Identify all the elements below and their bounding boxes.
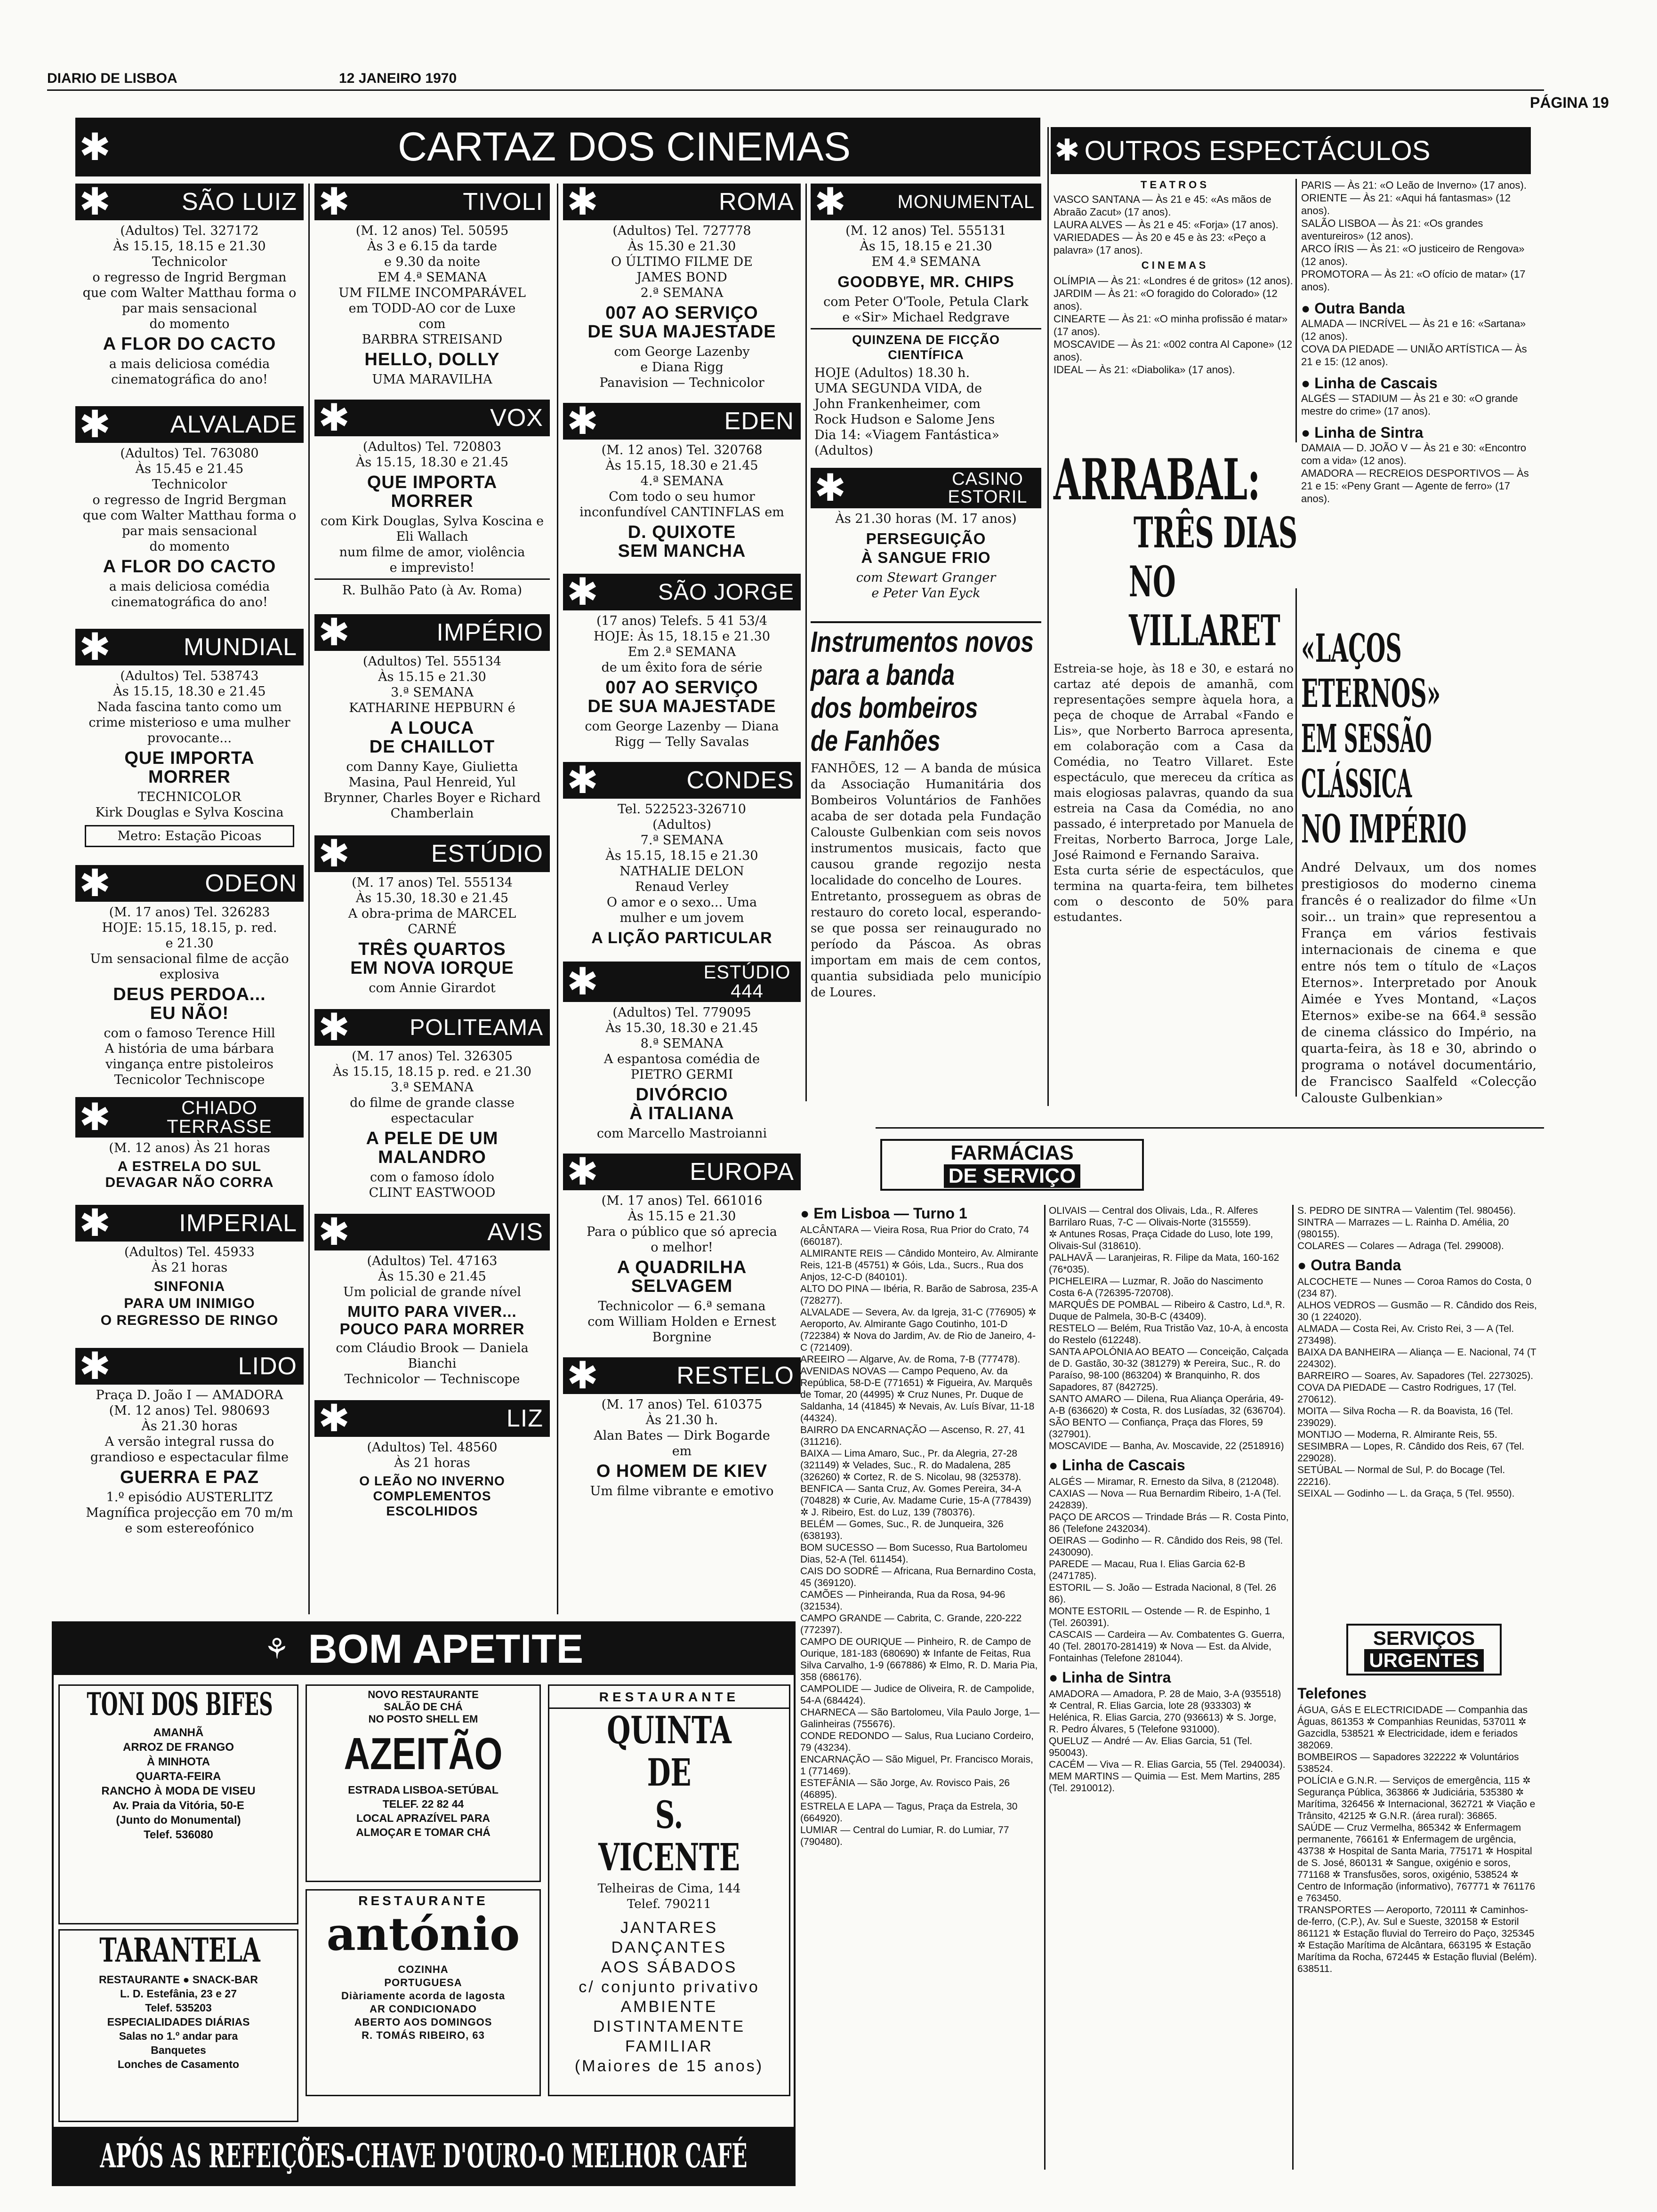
farmacias-col-2 [1049, 1205, 1289, 1794]
cinema-info: (M. 12 anos) Tel. 555131 Às 15, 18.15 e 21.30 EM 4.ª SEMANA [845, 224, 1006, 269]
teatros-title: T E A T R O S [1140, 179, 1207, 191]
film-title: GOODBYE, MR. CHIPS [837, 273, 1014, 290]
outra-banda-title: ● Outra Banda [1301, 300, 1405, 317]
cinema-name: IMPERIAL [179, 1210, 297, 1237]
cinema-name: IMPÉRIO [436, 619, 543, 646]
newspaper-date: 12 JANEIRO 1970 [339, 71, 457, 86]
sintra-title: ● Linha de Sintra [1049, 1669, 1171, 1686]
cinema-header-eden [563, 403, 801, 440]
sintra-list: AMADORA — Amadora, P. 28 de Maio, 3-A (935518) ✲ Central, R. Elias Garcia, lote 28 (933303) ✲ Helénica, R. Elias Garcia, 270 (936613) ✲ S. Jorge, R. Pedro Álvares, 5 (Telefone 931000). QUELUZ — André — Av. Elias Garcia, 51 (Tel. 950043). CACÉM — Viva — R. Elias Garcia, 55 (Tel. 2940034). MEM MARTINS — Quimia — Est. Mem Martins, 285 (Tel. 2910012). [1049, 1689, 1286, 1794]
sintra-title: ● Linha de Sintra [1301, 424, 1424, 441]
cinema-header-chiado [75, 1097, 304, 1138]
film-title: O LEÃO NO INVERNO COMPLEMENTOS ESCOLHIDOS [359, 1474, 505, 1518]
asterisk-icon: ✱ [567, 962, 599, 1002]
article-arrabal [1054, 447, 1298, 925]
film-title: 007 AO SERVIÇO DE SUA MAJESTADE [587, 678, 776, 716]
cinema-info: (M. 17 anos) Tel. 326305 Às 15.15, 18.15 p. red. e 21.30 3.ª SEMANA do filme de grande classe espectacular [333, 1049, 531, 1126]
outros-title: OUTROS ESPECTÁCULOS [1084, 135, 1431, 166]
cascais-title: ● Linha de Cascais [1301, 375, 1438, 392]
cinema-name: ROMA [719, 188, 794, 216]
cinema-header-liz [314, 1400, 550, 1437]
film-title: A FLOR DO CACTO [103, 334, 276, 354]
quinzena-title: QUINZENA DE FICÇÃO CIENTÍFICA [811, 328, 1041, 362]
toni-ad [58, 1684, 298, 1924]
outros-title-bar [1051, 127, 1531, 174]
film-title: A PELE DE UM MALANDRO [366, 1129, 499, 1167]
servicos-title-1: SERVIÇOS [1373, 1627, 1475, 1649]
cinema-header-tivoli [314, 184, 550, 220]
asterisk-icon: ✱ [318, 614, 350, 651]
cinema-header-condes [563, 762, 801, 799]
tarantela-text: RESTAURANTE ● SNACK-BAR L. D. Estefânia, 23 e 27 Telef. 535203 ESPECIALIDADES DIÁRIAS Salas no 1.º andar para Banquetes Lonches de Casamento [98, 1973, 258, 2070]
asterisk-icon: ✱ [318, 1214, 350, 1250]
cinema-header-roma [563, 184, 801, 220]
cinema-name: RESTELO [676, 1362, 794, 1389]
azeitao-head: NOVO RESTAURANTE SALÃO DE CHÁ NO POSTO SHELL EM [368, 1689, 479, 1725]
arrabal-headline-3: NO VILLARET [1129, 557, 1280, 656]
toni-text: AMANHÃ ARROZ DE FRANGO À MINHOTA QUARTA-FEIRA RANCHO À MODA DE VISEU Av. Praia da Vitória, 50-E (Junto do Monumental) Telef. 536080 [101, 1726, 256, 1841]
cinema-info: (Adultos) Tel. 779095 Às 15.30, 18.30 e 21.45 8.ª SEMANA A espantosa comédia de PIETRO GERMI [603, 1005, 760, 1082]
servicos-title-2: URGENTES [1364, 1649, 1483, 1672]
servicos-text: ÁGUA, GÁS E ELECTRICIDADE — Companhia das Águas, 861353 ✲ Companhias Reunidas, 537011 ✲ Gazcidla, 538521 ✲ Electricidade, idem e feriados 382069. BOMBEIROS — Sapadores 322222 ✲ Voluntários 538524. POLÍCIA e G.N.R. — Serviços de emergência, 115 ✲ Segurança Pública, 363866 ✲ Judiciária, 535380 ✲ Marítima, 326456 ✲ Internacional, 362721 ✲ Viação e Trânsito, 42125 ✲ G.N.R. (área rural): 36865. SAÚDE — Cruz Vermelha, 865342 ✲ Enfermagem permanente, 766161 ✲ Enfermagem de urgência, 43738 ✲ Hospital de Santa Maria, 775171 ✲ Hospital de S. José, 860131 ✲ Sangue, oxigénio e soros, 771168 ✲ Transfusões, soros, oxigénio, 538524 ✲ Centro de Informação (informativo), 767771 ✲ 761176 e 763450. TRANSPORTES — Aeroporto, 720111 ✲ Caminhos-de-ferro, (C.P.), Av. Sul e Sueste, 320158 ✲ Estoril 861121 ✲ Estação fluvial do Terreiro do Paço, 325345 ✲ Estação Marítima de Alcântara, 663195 ✲ Estação Marítima da Rocha, 672445 ✲ Estação fluvial (Belém). 638511. [1297, 1705, 1537, 1974]
article-instrumentos [811, 621, 1041, 1001]
quinta-ad [548, 1684, 790, 2096]
cinema-info: (Adultos) Tel. 727778 Às 15.30 e 21.30 O ÚLTIMO FILME DE JAMES BOND 2.ª SEMANA [611, 224, 753, 300]
cinema-header-alvalade [75, 406, 304, 443]
azeitao-text: ESTRADA LISBOA-SETÚBAL TELEF. 22 82 44 LOCAL APRAZÍVEL PARA ALMOÇAR E TOMAR CHÁ [348, 1784, 499, 1838]
cinema-info: (M. 12 anos) Às 21 horas [109, 1141, 270, 1155]
cinema-column-2 [314, 184, 550, 1519]
film-title: TRÊS QUARTOS EM NOVA IORQUE [350, 939, 514, 978]
asterisk-icon: ✱ [318, 1009, 350, 1046]
asterisk-icon: ✱ [79, 1205, 111, 1242]
cinema-header-odeon [75, 865, 304, 902]
asterisk-icon: ✱ [567, 184, 599, 220]
quinta-name: QUINTA DE S. VICENTE [598, 1708, 740, 1879]
cinema-column-1 [75, 184, 304, 1539]
asterisk-icon: ✱ [1054, 133, 1080, 168]
film-title: QUE IMPORTA MORRER [124, 748, 255, 787]
cinema-info: (17 anos) Telefs. 5 41 53/4 HOJE: Às 15, 18.15 e 21.30 Em 2.ª SEMANA de um êxito fora de série [593, 614, 771, 675]
film-title: O HOMEM DE KIEV [596, 1461, 768, 1481]
film-title: QUE IMPORTA MORRER [367, 473, 498, 511]
film-note: com o famoso Terence Hill A história de uma bárbara vingança entre pistoleiros Tecnicolor Techniscope [104, 1026, 275, 1087]
asterisk-icon: ✱ [567, 1357, 599, 1394]
cinema-info: Praça D. João I — AMADORA (M. 12 anos) Tel. 980693 Às 21.30 horas A versão integral russa do grandioso e espectacular filme [90, 1388, 289, 1465]
film-note: UMA MARAVILHA [372, 372, 492, 387]
asterisk-icon: ✱ [567, 403, 599, 440]
cinema-header-politeama [314, 1009, 550, 1046]
lacos-headline-2: EM SESSÃO CLÁSSICA [1301, 716, 1432, 807]
film-title: A ESTRELA DO SUL DEVAGAR NÃO CORRA [105, 1159, 274, 1190]
chave-douro-text: APÓS AS REFEIÇÕES-CHAVE D'OURO-O MELHOR CAFÉ [100, 2136, 748, 2175]
film-title: A LOUCA DE CHAILLOT [369, 718, 495, 757]
asterisk-icon: ✱ [814, 184, 846, 220]
cinema-header-lido [75, 1348, 304, 1385]
cinema-info: (M. 17 anos) Tel. 610375 Às 21.30 h. Alan Bates — Dirk Bogarde em [594, 1397, 770, 1459]
film-title: GUERRA E PAZ [120, 1467, 259, 1487]
film-note: com Peter O'Toole, Petula Clark e «Sir» Michael Redgrave [823, 295, 1029, 325]
film-title: HELLO, DOLLY [364, 350, 500, 369]
tarantela-ad [58, 1929, 298, 2122]
sintra-list: DAMAIA — D. JOÃO V — Às 21 e 30: «Encontro com a vida» (12 anos). AMADORA — RECREIOS DESPORTIVOS — Às 21 e 15: «Peny Grant — Agente de ferro» (17 anos). [1301, 442, 1529, 505]
cinema-name: CHIADO TERRASSE [167, 1098, 272, 1137]
film-note: com George Lazenby — Diana Rigg — Telly Savalas [585, 719, 779, 749]
cinema-name: SÃO LUIZ [182, 188, 297, 216]
outros-col-1 [1054, 179, 1294, 376]
cinema-name: SÃO JORGE [658, 579, 794, 605]
asterisk-icon: ✱ [79, 1348, 111, 1385]
film-note: Technicolor — 6.ª semana com William Holden e Ernest Borgnine [587, 1299, 776, 1345]
lisboa-title: ● Em Lisboa — Turno 1 [800, 1205, 967, 1222]
farmacias-col-3 [1297, 1205, 1537, 1499]
film-title: A LIÇÃO PARTICULAR [591, 929, 772, 947]
film-title: D. QUIXOTE SEM MANCHA [618, 522, 746, 561]
film-note: com o famoso ídolo CLINT EASTWOOD [369, 1170, 496, 1200]
arrabal-headline-1: ARRABAL: [1054, 447, 1261, 513]
cinema-name: ODEON [205, 870, 297, 897]
quinzena-text: HOJE (Adultos) 18.30 h. UMA SEGUNDA VIDA, de John Frankenheimer, com Rock Hudson e Salome Jens Dia 14: «Viagem Fantástica» (Adultos) [814, 366, 1000, 458]
tarantela-name: TARANTELA [99, 1931, 260, 1970]
film-note: 1.º episódio AUSTERLITZ Magnífica projecção em 70 m/m e som estereofónico [86, 1490, 293, 1536]
cinema-info: (M. 12 anos) Tel. 50595 Às 3 e 6.15 da tarde e 9.30 da noite EM 4.ª SEMANA UM FILME INCOMPARÁVEL em TODD-AO cor de Luxe com BARBRA STREISAND [338, 224, 526, 347]
antonio-name: antónio [326, 1907, 520, 1961]
lacos-body: André Delvaux, um dos nomes prestigiosos do moderno cinema francês é o realizador do filme «Un soir... un train» que representou a França em vários festivais internacionais de cinema e que entre nós tem o título de «Laços Eternos». Interpretado por Anouk Aimée e Yves Montand, «Laços Eternos» exibe-se na 664.ª sessão de cinema clássico do Império, na quarta-feira, às 18 e 30, abrindo o programa o notável documentário, de Francisco Saalfeld «Colecção Calouste Gulbenkian» [1301, 860, 1536, 1106]
bom-apetite-section [52, 1621, 796, 2186]
cinema-header-imperio [314, 614, 550, 651]
cinema-name: AVIS [487, 1218, 543, 1246]
quinta-jantares: JANTARES DANÇANTES AOS SÁBADOS c/ conjunto privativo AMBIENTE DISTINTAMENTE FAMILIAR (Maiores de 15 anos) [574, 1919, 764, 2075]
cinema-info: Às 21.30 horas (M. 17 anos) [835, 512, 1017, 526]
cinema-name: POLITEAMA [410, 1015, 543, 1040]
cinema-info: (Adultos) Tel. 538743 Às 15.15, 18.30 e 21.45 Nada fascina tanto como um crime misterioso e uma mulher provocante... [88, 669, 290, 745]
film-note: TECHNICOLOR Kirk Douglas e Sylva Koscina [95, 790, 284, 820]
cinema-header-sao-luiz [75, 184, 304, 220]
quinta-text: Telheiras de Cima, 144 Telef. 790211 [597, 1882, 741, 1911]
lisboa-list-2: OLIVAIS — Central dos Olivais, Lda., R. Alferes Barrilaro Ruas, 7-C — Olivais-Norte (315559). ✲ Antunes Rosas, Praça Cidade do Luso, lote 199, Olivais-Sul (318610). PALHAVÃ — Laranjeiras, R. Filipe da Mata, 160-162 (76*035). PICHELEIRA — Luzmar, R. João do Nascimento Costa 6-A (726395-720708). MARQUÊS DE POMBAL — Ribeiro & Castro, Ld.ª, R. Duque de Palmela, 30-B-C (43409). RESTELO — Belém, Rua Tristão Vaz, 10-A, à encosta do Restelo (612248). SANTA APOLÓNIA AO BEATO — Conceição, Calçada de D. Gastão, 30-32 (381279) ✲ Pereira, Suc., R. do Paraíso, 98-100 (863204) ✲ Branquinho, R. dos Sapadores, 87 (842725). SANTO AMARO — Dilena, Rua Aliança Operária, 49-A-B (636620) ✲ Costa, R. dos Lusíadas, 32 (636704). SÃO BENTO — Confiança, Praça das Flores, 59 (327901). MOSCAVIDE — Banha, Av. Moscavide, 22 (2518916) [1049, 1205, 1288, 1451]
cinema-address: R. Bulhão Pato (à Av. Roma) [314, 578, 550, 601]
cinema-name: ESTÚDIO 444 [703, 962, 791, 1002]
bom-apetite-title: BOM APETITE [308, 1626, 584, 1672]
film-note: com Annie Girardot [369, 981, 496, 995]
cartaz-title-bar [75, 118, 1040, 176]
asterisk-icon: ✱ [79, 406, 111, 443]
chave-douro-banner [54, 2127, 794, 2184]
asterisk-icon: ✱ [318, 400, 350, 436]
telefones-title: Telefones [1297, 1685, 1367, 1702]
article-body: FANHÕES, 12 — A banda de música da Associação Humanitária dos Bombeiros Voluntários de Fanhões acaba de ser dotada pela Fundação Calouste Gulbenkian com seis novos instrumentos musicais, facto que causou grande regozijo nesta localidade do concelho de Loures. Entretanto, prosseguem as obras de restauro do coreto local, esperando-se que possa ser reinaugurado no período da Páscoa. As obras importam em mais de cem contos, quantia subsidiada pelo município de Loures. [811, 761, 1041, 1000]
lacos-headline-1: «LAÇOS ETERNOS» [1301, 626, 1441, 716]
film-note: a mais deliciosa comédia cinematográfica do ano! [109, 357, 270, 387]
film-note: com Cláudio Brook — Daniela Bianchi Technicolor — Techniscope [336, 1341, 529, 1387]
asterisk-icon: ✱ [567, 1154, 599, 1190]
cinema-info: Tel. 522523-326710 (Adultos) 7.ª SEMANA Às 15.15, 18.15 e 21.30 NATHALIE DELON Renaud Verley O amor e o sexo... Uma mulher e um jovem [605, 802, 758, 925]
film-title: PERSEGUIÇÃO À SANGUE FRIO [861, 530, 991, 566]
toni-name: TONI DOS BIFES [87, 1686, 273, 1723]
cinema-info: (Adultos) Tel. 720803 Às 15.15, 18.30 e 21.45 [355, 440, 509, 470]
cinema-info: (M. 17 anos) Tel. 661016 Às 15.15 e 21.30 Para o público que só aprecia o melhor! [587, 1194, 777, 1255]
asterisk-icon: ✱ [79, 1097, 111, 1138]
cinemas-title: C I N E M A S [1141, 259, 1206, 271]
fork-icon: ⚘ [264, 1633, 290, 1666]
cinema-info: (Adultos) Tel. 327172 Às 15.15, 18.15 e 21.30 Technicolor o regresso de Ingrid Bergman que com Walter Matthau forma o par mais sensacional do momento [82, 224, 297, 331]
film-note: com Kirk Douglas, Sylva Koscina e Eli Wallach num filme de amor, violência e imprevisto! [320, 514, 544, 575]
farmacias-title-2: DE SERVIÇO [944, 1164, 1081, 1188]
cinema-header-estudio-444 [563, 962, 801, 1002]
cascais-list: ALGÉS — STADIUM — Às 21 e 30: «O grande mestre do crime» (17 anos). [1301, 393, 1518, 417]
sintra-extra-list: S. PEDRO DE SINTRA — Valentim (Tel. 980456). SINTRA — Marrazes — L. Rainha D. Amélia, 20 (980155). COLARES — Colares — Adraga (Tel. 299008). [1297, 1205, 1516, 1251]
cinema-header-vox [314, 400, 550, 436]
cinema-info: (Adultos) Tel. 45933 Às 21 horas [124, 1245, 255, 1275]
cinema-header-monumental [811, 184, 1041, 220]
cinema-name: VOX [490, 404, 543, 432]
asterisk-icon: ✱ [567, 574, 599, 610]
teatros-list: VASCO SANTANA — Às 21 e 45: «As mãos de Abraão Zacut» (17 anos). LAURA ALVES — Às 21 e 45: «Forja» (17 anos). VARIEDADES — Às 20 e 45 e às 23: «Peço a palavra» (17 anos). [1054, 193, 1279, 256]
cascais-list: ALGÉS — Miramar, R. Ernesto da Silva, 8 (212048). CAXIAS — Nova — Rua Bernardim Ribeiro, 1-A (Tel. 242839). PAÇO DE ARCOS — Trindade Brás — R. Costa Pinto, 86 (Telefone 2432034). OEIRAS — Godinho — R. Cândido dos Reis, 98 (Tel. 2430090). PAREDE — Macau, Rua I. Elias Garcia 62-B (2471785). ESTORIL — S. João — Estrada Nacional, 8 (Tel. 26 86). MONTE ESTORIL — Ostende — R. de Espinho, 1 (Tel. 260391). CASCAIS — Cardeira — Av. Combatentes G. Guerra, 40 (Tel. 280170-281419) ✲ Nova — Est. da Alvide, Fontainhas (Telefone 281044). [1049, 1476, 1289, 1664]
cinema-info: (Adultos) Tel. 48560 Às 21 horas [367, 1440, 498, 1470]
film-note: com Stewart Granger e Peter Van Eyck [856, 570, 996, 601]
film-title: DEUS PERDOA... EU NÃO! [113, 985, 266, 1023]
page-number: PÁGINA 19 [1530, 94, 1609, 111]
cinema-header-restelo [563, 1357, 801, 1394]
film-title: A QUADRILHA SELVAGEM [617, 1258, 747, 1296]
arrabal-body: Estreia-se hoje, às 18 e 30, e estará no cartaz até depois de amanhã, com representações sempre àquela hora, a peça de choque de Arrabal «Fando e Lis», que Norberto Barroca apresenta, em colaboração com a Casa da Comédia, no Teatro Villaret. Este espectáculo, que mereceu da crítica as mais elogiosas palavras, quando da sua estreia na Casa da Comédia, no ano passado, é interpretado por Manuela de Freitas, Norberto Barroca, Jorge Lale, José Raimond e Fernando Saraiva. Esta curta série de espectáculos, que termina na quarta-feira, tem bilhetes com o desconto de 50% para estudantes. [1054, 662, 1294, 924]
lacos-headline-3: NO IMPÉRIO [1301, 807, 1467, 852]
azeitao-name: AZEITÃO [344, 1729, 503, 1779]
cinema-info: (Adultos) Tel. 47163 Às 15.30 e 21.45 Um policial de grande nível [343, 1254, 522, 1299]
film-title: A FLOR DO CACTO [103, 557, 276, 577]
servicos-title-box [1346, 1624, 1502, 1675]
cinema-info: (M. 12 anos) Tel. 320768 Às 15.15, 18.30 e 21.45 4.ª SEMANA Com todo o seu humor inconfundível CANTINFLAS em [579, 443, 784, 520]
outros-col-2 [1301, 179, 1536, 505]
cinema-name: EUROPA [690, 1158, 794, 1186]
newspaper-name: DIARIO DE LISBOA [47, 71, 177, 86]
asterisk-icon: ✱ [567, 762, 599, 799]
farmacias-title-box [880, 1139, 1144, 1191]
asterisk-icon: ✱ [318, 184, 350, 220]
cinema-header-sao-jorge [563, 574, 801, 610]
outros-list: PARIS — Às 21: «O Leão de Inverno» (17 anos). ORIENTE — Às 21: «Aqui há fantasmas» (12 anos). SALÃO LISBOA — Às 21: «Os grandes aventureiros» (12 anos). ARCO ÍRIS — Às 21: «O justiceiro de Rengova» (12 anos). PROMOTORA — Às 21: «O ofício de matar» (17 anos). [1301, 179, 1527, 293]
cinema-column-4 [811, 184, 1041, 604]
cinema-name: ALVALADE [170, 411, 297, 438]
asterisk-icon: ✱ [79, 629, 111, 665]
cinema-name: TIVOLI [463, 188, 543, 216]
cinema-name: LIZ [506, 1405, 543, 1432]
outra-banda-title: ● Outra Banda [1297, 1257, 1401, 1274]
cinema-name: MONUMENTAL [897, 191, 1035, 212]
cinema-header-imperial [75, 1205, 304, 1242]
outra-banda-list: ALCOCHETE — Nunes — Coroa Ramos do Costa, 0 (234 87). ALHOS VEDROS — Gusmão — R. Cândido dos Reis, 30 (1 224020). ALMADA — Costa Rei, Av. Cristo Rei, 3 — A (Tel. 273498). BAIXA DA BANHEIRA — Aliança — E. Nacional, 74 (T 224302). BARREIRO — Soares, Av. Sapadores (Tel. 2273025). COVA DA PIEDADE — Castro Rodrigues, 17 (Tel. 270612). MOITA — Silva Rocha — R. da Boavista, 16 (Tel. 239029). MONTIJO — Moderna, R. Almirante Reis, 55. SESIMBRA — Lopes, R. Cândido dos Reis, 67 (Tel. 229028). SETÚBAL — Normal de Sul, P. do Bocage (Tel. 22216). SEIXAL — Godinho — L. da Graça, 5 (Tel. 9550). [1297, 1276, 1537, 1499]
cinema-column-3 [563, 184, 801, 1502]
cinema-header-casino-estoril [811, 468, 1041, 508]
farmacias-title-1: FARMÁCIAS [950, 1141, 1074, 1164]
cinema-name: EDEN [724, 408, 794, 435]
asterisk-icon: ✱ [79, 184, 111, 220]
asterisk-icon: ✱ [318, 835, 350, 872]
cinema-header-avis [314, 1214, 550, 1250]
cartaz-title: CARTAZ DOS CINEMAS [398, 124, 851, 169]
film-title: DIVÓRCIO À ITALIANA [629, 1085, 734, 1123]
cinema-name: CASINO ESTORIL [948, 469, 1028, 507]
cascais-title: ● Linha de Cascais [1049, 1457, 1185, 1474]
cinema-header-mundial [75, 629, 304, 665]
bom-apetite-bar [54, 1623, 794, 1675]
cinema-info: (M. 17 anos) Tel. 555134 Às 15.30, 18.30 e 21.45 A obra-prima de MARCEL CARNÉ [348, 875, 516, 937]
metro-note: Metro: Estação Picoas [85, 825, 294, 847]
cinema-info: (Adultos) Tel. 555134 Às 15.15 e 21.30 3.ª SEMANA KATHARINE HEPBURN é [349, 654, 515, 715]
film-title: MUITO PARA VIVER... POUCO PARA MORRER [339, 1303, 525, 1338]
outra-banda-list: ALMADA — INCRÍVEL — Às 21 e 16: «Sartana» (12 anos). COVA DA PIEDADE — UNIÃO ARTÍSTICA — Às 21 e 15: (12 anos). [1301, 318, 1527, 368]
film-title: 007 AO SERVIÇO DE SUA MAJESTADE [587, 303, 776, 342]
antonio-head: RESTAURANTE [358, 1893, 488, 1908]
film-title: SINFONIA PARA UM INIMIGO O REGRESSO DE RINGO [100, 1279, 279, 1328]
asterisk-icon: ✱ [814, 468, 846, 508]
antonio-ad [306, 1889, 541, 2096]
cinema-info: (M. 17 anos) Tel. 326283 HOJE: 15.15, 18.15, p. red. e 21.30 Um sensacional filme de acção explosiva [90, 905, 289, 982]
cinema-name: MUNDIAL [183, 633, 297, 661]
asterisk-icon: ✱ [79, 125, 111, 169]
article-headline: Instrumentos novos para a banda dos bombeiros de Fanhões [811, 626, 1034, 757]
antonio-text: COZINHA PORTUGUESA Diàriamente acorda de lagosta AR CONDICIONADO ABERTO AOS DOMINGOS R. TOMÁS RIBEIRO, 63 [341, 1964, 506, 2041]
cinema-name: LIDO [238, 1353, 297, 1380]
cinema-info: (Adultos) Tel. 763080 Às 15.45 e 21.45 Technicolor o regresso de Ingrid Bergman que com Walter Matthau forma o par mais sensacional do momento [82, 446, 297, 554]
article-lacos-eternos [1301, 626, 1536, 1106]
film-note: a mais deliciosa comédia cinematográfica do ano! [109, 579, 270, 609]
cinema-header-europa [563, 1154, 801, 1190]
asterisk-icon: ✱ [318, 1400, 350, 1437]
cinemas-list: OLÍMPIA — Às 21: «Londres é de gritos» (12 anos). JARDIM — Às 21: «O foragido do Colorado» (12 anos). CINEARTE — Às 21: «O minha profissão é matar» (17 anos). MOSCAVIDE — Às 21: «002 contra Al Capone» (12 anos). IDEAL — Às 21: «Diabolika» (17 anos). [1054, 275, 1293, 376]
asterisk-icon: ✱ [79, 865, 111, 902]
azeitao-ad [306, 1684, 541, 1882]
cinema-name: CONDES [686, 767, 794, 794]
film-note: com Danny Kaye, Giulietta Masina, Paul Henreid, Yul Brynner, Charles Boyer e Richard Chamberlain [323, 760, 541, 821]
cinema-name: ESTÚDIO [431, 840, 543, 867]
film-note: Um filme vibrante e emotivo [590, 1484, 774, 1499]
cinema-header-estudio [314, 835, 550, 872]
film-note: com George Lazenby e Diana Rigg Panavision — Technicolor [599, 345, 764, 390]
servicos-list [1297, 1685, 1537, 1975]
arrabal-headline-2: TRÊS DIAS [1134, 508, 1298, 558]
film-note: com Marcello Mastroianni [596, 1126, 767, 1141]
lisboa-list: ALCÂNTARA — Vieira Rosa, Rua Prior do Crato, 74 (660187). ALMIRANTE REIS — Cândido Monteiro, Av. Almirante Reis, 121-B (45751) ✲ Góis, Lda., Sucrs., Rua dos Anjos, 12-C-D (840101). ALTO DO PINA — Ibéria, R. Barão de Sabrosa, 235-A (728277). ALVALADE — Severa, Av. da Igreja, 31-C (776905) ✲ Aeroporto, Av. Almirante Gago Coutinho, 101-D (722384) ✲ Nova do Jardim, Av. de Rio de Janeiro, 4-C (721409). AREEIRO — Algarve, Av. de Roma, 7-B (777478). AVENIDAS NOVAS — Campo Pequeno, Av. da República, 58-D-E (771651) ✲ Figueira, Av. Marquês de Tomar, 20 (44995) ✲ Cruz Nunes, Pr. Duque de Saldanha, 14 (41845) ✲ Nevais, Av. Luís Bívar, 11-18 (44324). BAIRRO DA ENCARNAÇÃO — Ascenso, R. 27, 41 (311216). BAIXA — Lima Amaro, Suc., Pr. da Alegria, 27-28 (321149) ✲ Velades, Suc., R. do Madalena, 285 (326260) ✲ Cortez, R. de S. Nicolau, 98 (325378). BENFICA — Santa Cruz, Av. Gomes Pereira, 34-A (704828) ✲ Curie, Av. Madame Curie, 15-A (778439) ✲ J. Ribeiro, Est. do Luz, 139 (780376). BELÉM — Gomes, Suc., R. de Junqueira, 326 (638193). BOM SUCESSO — Bom Sucesso, Rua Bartolomeu Dias, 52-A (Tel. 611454). CAIS DO SODRÉ — Africana, Rua Bernardino Costa, 45 (369120). CAMÕES — Pinheiranda, Rua da Rosa, 94-96 (321534). CAMPO GRANDE — Cabrita, C. Grande, 220-222 (772397). CAMPO DE OURIQUE — Pinheiro, R. de Campo de Ourique, 181-183 (680690) ✲ Infante de Feitas, Rua Silva Carvalho, 1-9 (667886) ✲ Elmo, R. D. Maria Pia, 358 (686176). CAMPOLIDE — Judice de Oliveira, R. de Campolide, 54-A (684424). CHARNECA — São Bartolomeu, Vila Paulo Jorge, 1—Galinheiras (755676). CONDE REDONDO — Salus, Rua Luciano Cordeiro, 79 (43234). ENCARNAÇÃO — São Miguel, Pr. Francisco Morais, 1 (771469). ESTEFÂNIA — São Jorge, Av. Rovisco Pais, 26 (46895). ESTRELA E LAPA — Tagus, Praça da Estrela, 30 (664920). LUMIAR — Central do Lumiar, R. do Lumiar, 77 (790480). [800, 1225, 1040, 1847]
farmacias-col-1 [800, 1205, 1040, 1848]
quinta-head: RESTAURANTE [549, 1690, 789, 1709]
